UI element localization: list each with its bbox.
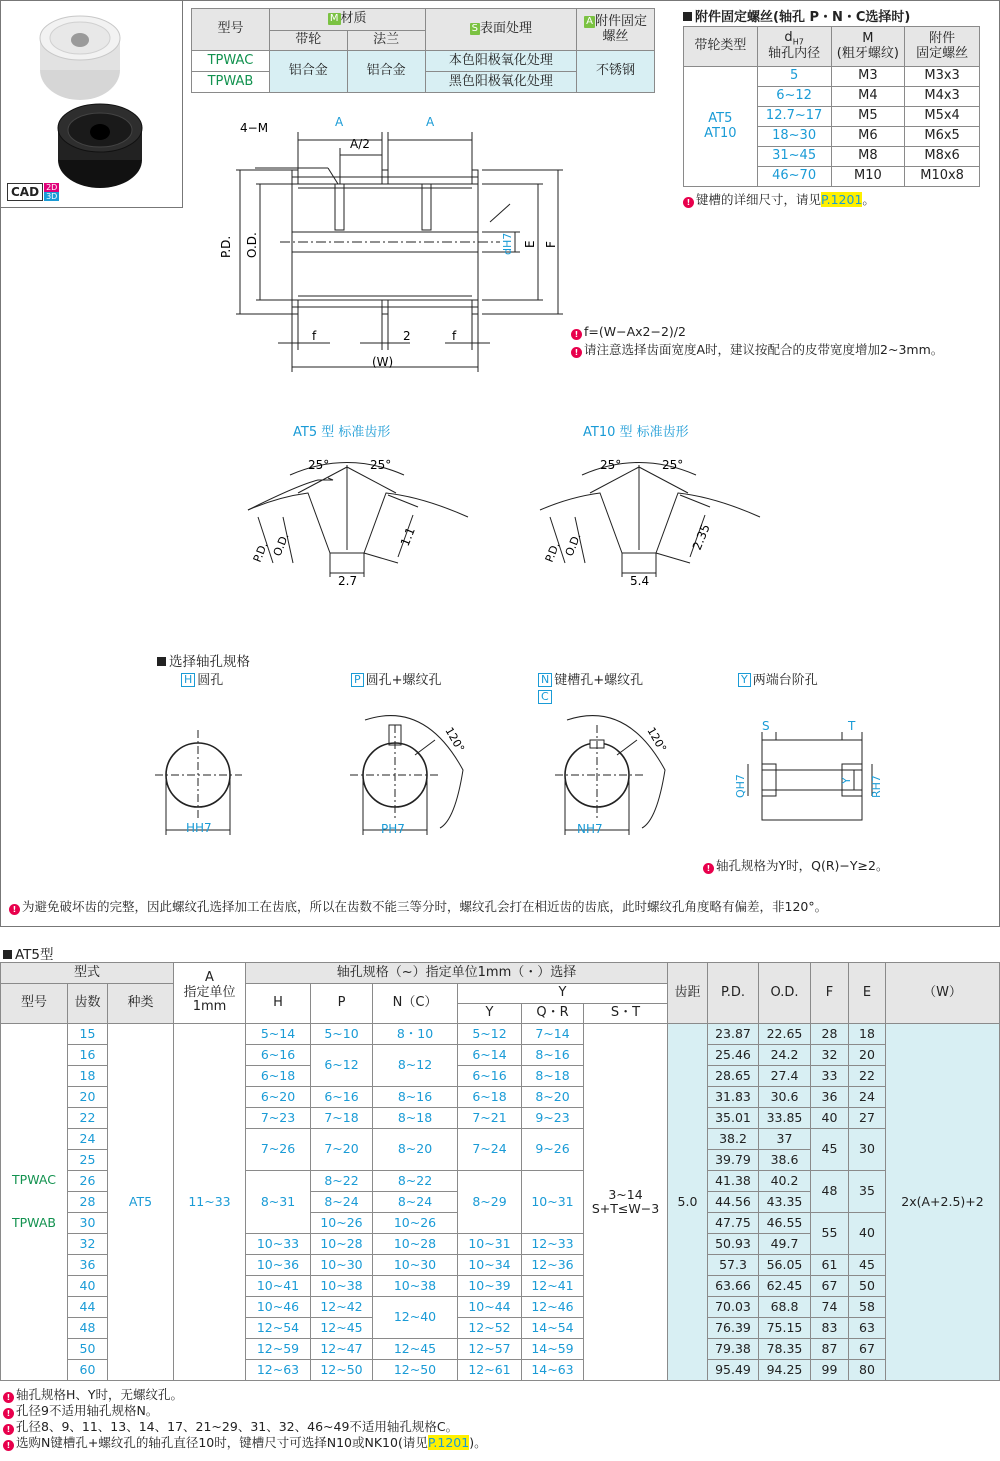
qr-cell: 14~63 [522,1360,584,1381]
e-cell: 24 [849,1087,886,1108]
od-cell: 37 [759,1129,811,1150]
spec-model: TPWAB [192,72,270,93]
qr-cell: 14~54 [522,1318,584,1339]
y-cell: 7~24 [458,1129,522,1171]
angle-right: 25° [370,458,392,472]
spec-accessory: 不锈钢 [577,51,655,93]
qr-cell: 14~59 [522,1339,584,1360]
od-cell: 40.2 [759,1171,811,1192]
pd-cell: 44.56 [708,1192,759,1213]
label-od: O.D. [245,232,259,258]
screw-screw-cell: M3x3 [905,67,980,87]
drawing-note-2: ! 请注意选择齿面宽度A时，建议按配合的皮带宽度增加2~3mm。 [571,342,943,358]
at5-table-title: AT5型 [3,943,54,963]
pd-cell: 79.38 [708,1339,759,1360]
page-link[interactable]: P.1201 [821,192,863,207]
n-cell: 8~20 [373,1129,458,1171]
f-cell: 74 [811,1297,849,1318]
h-cell: 10~33 [246,1234,311,1255]
pulley-images [0,0,183,208]
at5-h-f: F [811,963,849,1024]
black-pulley-image [58,104,142,188]
angle-left: 25° [600,458,622,472]
e-cell: 50 [849,1276,886,1297]
n-cell: 8~24 [373,1192,458,1213]
p-cell: 10~26 [311,1213,373,1234]
at5-h-y: Y [458,984,668,1004]
table-row [1,1024,1000,1045]
pd-cell: 47.75 [708,1213,759,1234]
f-cell: 48 [811,1171,849,1213]
kind-cell: AT5 [108,1024,174,1381]
pitch-cell: 5.0 [668,1024,708,1381]
f-cell: 45 [811,1129,849,1171]
bore-type-p[interactable]: P 圆孔+螺纹孔 [351,669,442,688]
y-cell: 10~44 [458,1297,522,1318]
at5-h-yy: Y [458,1004,522,1024]
screw-type-cell: AT5 AT10 [684,67,758,187]
label-od: O.D. [270,531,292,559]
screw-bore-cell: 6~12 [757,87,831,107]
od-cell: 62.45 [759,1276,811,1297]
screw-screw-cell: M6x5 [905,127,980,147]
f-cell: 61 [811,1255,849,1276]
y-cell: 5~12 [458,1024,522,1045]
spec-model: TPWAC [192,51,270,72]
cad-badge[interactable] [7,183,59,201]
screw-note: ! 键槽的详细尺寸，请见P.1201。 [683,192,875,208]
spec-h-pulley: 带轮 [269,31,347,51]
h-cell: 8~31 [246,1171,311,1234]
pd-cell: 63.66 [708,1276,759,1297]
bore-type-c[interactable]: C [538,690,554,705]
qr-cell: 7~14 [522,1024,584,1045]
a-cell: 11~33 [174,1024,246,1381]
e-cell: 40 [849,1213,886,1255]
drawing-note-1: ! f=(W−Ax2−2)/2 [571,324,686,340]
dim-r: RH7 [870,775,883,798]
screw-m-cell: M6 [831,127,905,147]
bore-section-title: 选择轴孔规格 [157,650,250,670]
dim-n: NH7 [577,822,603,836]
at5-h-w: （W） [886,963,1000,1024]
qr-cell: 12~36 [522,1255,584,1276]
label-f: f [312,329,317,343]
pd-cell: 31.83 [708,1087,759,1108]
dim-p: PH7 [381,822,405,836]
e-cell: 58 [849,1297,886,1318]
angle-120: 120° [644,725,669,755]
p-cell: 12~42 [311,1297,373,1318]
teeth-cell: 48 [68,1318,108,1339]
h-cell: 5~14 [246,1024,311,1045]
n-cell: 12~45 [373,1339,458,1360]
teeth-cell: 44 [68,1297,108,1318]
p-cell: 6~12 [311,1045,373,1087]
at5-h-kind: 种类 [108,984,174,1024]
bore-drawing-h [150,720,250,845]
footnote: ! 选购N键槽孔+螺纹孔的轴孔直径10时，键槽尺寸可选择N10或NK10(请见P.1201)。 [3,1435,487,1451]
pd-cell: 25.46 [708,1045,759,1066]
screw-m-cell: M5 [831,107,905,127]
screw-screw-cell: M10x8 [905,167,980,187]
bore-type-n[interactable]: N 键槽孔+螺纹孔 [538,669,643,688]
bore-drawing-n [555,700,695,845]
h-cell: 10~46 [246,1297,311,1318]
f-cell: 83 [811,1318,849,1339]
teeth-cell: 36 [68,1255,108,1276]
at5-h-pd: P.D. [708,963,759,1024]
at5-h-model: 型号 [1,984,68,1024]
label-od: O.D. [562,531,584,559]
p-cell: 12~45 [311,1318,373,1339]
p-cell: 6~16 [311,1087,373,1108]
p-cell: 5~10 [311,1024,373,1045]
spec-surface: 本色阳极氧化处理 [425,51,577,72]
e-cell: 35 [849,1171,886,1213]
label-w: (W) [372,355,394,369]
h-cell: 7~23 [246,1108,311,1129]
od-cell: 56.05 [759,1255,811,1276]
od-cell: 27.4 [759,1066,811,1087]
teeth-cell: 15 [68,1024,108,1045]
qr-cell: 12~33 [522,1234,584,1255]
dim-h: HH7 [186,821,212,835]
h-cell: 12~59 [246,1339,311,1360]
screw-h-screw: 附件 固定螺丝 [905,27,980,67]
label-a-half: A/2 [350,137,370,151]
od-cell: 33.85 [759,1108,811,1129]
n-cell: 8~12 [373,1045,458,1087]
st-cell: 3~14 S+T≤W−3 [584,1024,668,1381]
teeth-cell: 18 [68,1066,108,1087]
dim-y: Y [840,777,853,784]
f-cell: 32 [811,1045,849,1066]
label-4m: 4−M [240,121,269,135]
spec-h-surface: S 表面处理 [425,9,577,51]
p-cell: 10~30 [311,1255,373,1276]
f-cell: 40 [811,1108,849,1129]
h-cell: 12~54 [246,1318,311,1339]
y-cell: 12~52 [458,1318,522,1339]
label-a: A [335,115,344,129]
od-cell: 24.2 [759,1045,811,1066]
n-cell: 8~22 [373,1171,458,1192]
spec-surface: 黑色阳极氧化处理 [425,72,577,93]
pd-cell: 70.03 [708,1297,759,1318]
pd-cell: 28.65 [708,1066,759,1087]
teeth-cell: 50 [68,1339,108,1360]
e-cell: 30 [849,1129,886,1171]
screw-h-m: M (粗牙螺纹) [831,27,905,67]
h-cell: 6~20 [246,1087,311,1108]
at5-h-qr: Q・R [522,1004,584,1024]
od-cell: 46.55 [759,1213,811,1234]
at5-h-teeth: 齿数 [68,984,108,1024]
screw-m-cell: M4 [831,87,905,107]
label-pd: P.D. [250,540,271,565]
teeth-cell: 25 [68,1150,108,1171]
thread-note: ! 为避免破坏齿的完整，因此螺纹孔选择加工在齿底，所以在齿数不能三等分时，螺纹孔会打在相近齿的齿底，此时螺纹孔角度略有偏差，非120°。 [9,899,827,915]
p-cell: 7~18 [311,1108,373,1129]
f-cell: 33 [811,1066,849,1087]
f-cell: 99 [811,1360,849,1381]
od-cell: 43.35 [759,1192,811,1213]
spec-h-material: M 材质 [269,9,425,31]
footnotes [3,1387,487,1451]
n-cell: 8~16 [373,1087,458,1108]
tooth-profile-at5 [238,445,478,595]
e-cell: 45 [849,1255,886,1276]
h-cell: 6~18 [246,1066,311,1087]
teeth-cell: 16 [68,1045,108,1066]
qr-cell: 12~46 [522,1297,584,1318]
e-cell: 67 [849,1339,886,1360]
spec-flange-material: 铝合金 [347,51,425,93]
y-cell: 12~57 [458,1339,522,1360]
h-cell: 7~26 [246,1129,311,1171]
product-image-box [0,0,183,208]
tooth-depth: 2.35 [689,522,713,553]
n-cell: 12~40 [373,1297,458,1339]
bore-type-h[interactable]: H 圆孔 [181,669,223,688]
teeth-cell: 20 [68,1087,108,1108]
cad-label: CAD [7,183,43,201]
p-cell: 12~47 [311,1339,373,1360]
label-e: E [523,240,537,248]
f-cell: 55 [811,1213,849,1255]
label-2: 2 [403,329,411,343]
w-cell: 2x(A+2.5)+2 [886,1024,1000,1381]
y-cell: 10~31 [458,1234,522,1255]
f-cell: 36 [811,1087,849,1108]
p-cell: 10~28 [311,1234,373,1255]
label-f-big: F [544,241,558,248]
qr-cell: 8~18 [522,1066,584,1087]
screw-bore-cell: 18~30 [757,127,831,147]
p-cell: 10~38 [311,1276,373,1297]
label-a: A [426,115,435,129]
pulley-dimension-drawing [200,110,580,375]
at5-h-ncol: N（C） [373,984,458,1024]
od-cell: 78.35 [759,1339,811,1360]
od-cell: 49.7 [759,1234,811,1255]
f-cell: 28 [811,1024,849,1045]
od-cell: 94.25 [759,1360,811,1381]
od-cell: 75.15 [759,1318,811,1339]
label-f: f [452,329,457,343]
screw-m-cell: M3 [831,67,905,87]
qr-cell: 8~20 [522,1087,584,1108]
at5-h-hcol: H [246,984,311,1024]
spec-h-flange: 法兰 [347,31,425,51]
y-cell: 10~34 [458,1255,522,1276]
p-cell: 8~22 [311,1171,373,1192]
model-cell: TPWAC TPWAB [1,1024,68,1381]
at5-h-pitch: 齿距 [668,963,708,1024]
pd-cell: 76.39 [708,1318,759,1339]
pd-cell: 95.49 [708,1360,759,1381]
dim-t: T [848,720,856,733]
pd-cell: 35.01 [708,1108,759,1129]
at5-h-pcol: P [311,984,373,1024]
y-cell: 8~29 [458,1171,522,1234]
od-cell: 38.6 [759,1150,811,1171]
dim-s: S [762,720,770,733]
e-cell: 27 [849,1108,886,1129]
screw-bore-cell: 12.7~17 [757,107,831,127]
dim-q: QH7 [734,774,747,798]
pd-cell: 38.2 [708,1129,759,1150]
cad-3d-tag: 3D [46,192,58,201]
footnote: ! 轴孔规格H、Y时，无螺纹孔。 [3,1387,487,1403]
e-cell: 22 [849,1066,886,1087]
pd-cell: 57.3 [708,1255,759,1276]
teeth-cell: 24 [68,1129,108,1150]
at5-h-od: O.D. [759,963,811,1024]
p-cell: 12~50 [311,1360,373,1381]
teeth-cell: 30 [68,1213,108,1234]
screw-bore-cell: 31~45 [757,147,831,167]
at5-h-a: A 指定单位 1mm [174,963,246,1024]
spec-h-accessory: A 附件固定螺丝 [577,9,655,51]
teeth-cell: 26 [68,1171,108,1192]
pd-cell: 50.93 [708,1234,759,1255]
pd-cell: 39.79 [708,1150,759,1171]
angle-left: 25° [308,458,330,472]
h-cell: 12~63 [246,1360,311,1381]
screw-bore-cell: 46~70 [757,167,831,187]
pd-cell: 41.38 [708,1171,759,1192]
tooth-profile-title-at5: AT5 型 标准齿形 [293,425,391,440]
label-pd: P.D. [219,235,233,258]
teeth-cell: 22 [68,1108,108,1129]
qr-cell: 10~31 [522,1171,584,1234]
footnote: ! 孔径8、9、11、13、14、17、21~29、31、32、46~49不适用轴孔规格C。 [3,1419,487,1435]
h-cell: 6~16 [246,1045,311,1066]
teeth-cell: 60 [68,1360,108,1381]
screw-table-title: 附件固定螺丝(轴孔 P・N・C选择时) [683,6,910,25]
screw-bore-cell: 5 [757,67,831,87]
od-cell: 22.65 [759,1024,811,1045]
teeth-cell: 32 [68,1234,108,1255]
y-cell: 6~18 [458,1087,522,1108]
cad-2d-tag: 2D [46,183,58,192]
n-cell: 12~50 [373,1360,458,1381]
angle-right: 25° [662,458,684,472]
h-cell: 10~36 [246,1255,311,1276]
n-cell: 8~18 [373,1108,458,1129]
screw-screw-cell: M4x3 [905,87,980,107]
at5-h-bore: 轴孔规格（~）指定单位1mm（・）选择 [246,963,668,984]
n-cell: 10~30 [373,1255,458,1276]
screw-screw-cell: M8x6 [905,147,980,167]
tooth-profile-at10 [530,445,770,595]
page-link[interactable]: P.1201 [427,1435,470,1450]
screw-table [683,26,980,187]
screw-table-row [684,67,980,87]
tooth-width: 2.7 [338,574,358,588]
qr-cell: 9~23 [522,1108,584,1129]
y-cell: 10~39 [458,1276,522,1297]
teeth-cell: 40 [68,1276,108,1297]
p-cell: 8~24 [311,1192,373,1213]
bore-drawing-y [730,720,890,830]
white-pulley-image [40,16,120,100]
angle-120: 120° [442,725,467,755]
spec-pulley-material: 铝合金 [269,51,347,93]
e-cell: 18 [849,1024,886,1045]
f-cell: 67 [811,1276,849,1297]
bore-drawing-p [345,700,485,845]
y-cell: 6~14 [458,1045,522,1066]
tooth-width: 5.4 [630,574,650,588]
label-pd: P.D. [542,540,563,565]
y-cell: 6~16 [458,1066,522,1087]
n-cell: 10~28 [373,1234,458,1255]
qr-cell: 8~16 [522,1045,584,1066]
at5-h-st: S・T [584,1004,668,1024]
tooth-depth: 1.1 [397,525,418,549]
od-cell: 30.6 [759,1087,811,1108]
screw-h-type: 带轮类型 [684,27,758,67]
at5-table [0,962,1000,1381]
n-cell: 10~38 [373,1276,458,1297]
footnote: ! 孔径9不适用轴孔规格N。 [3,1403,487,1419]
e-cell: 80 [849,1360,886,1381]
screw-screw-cell: M5x4 [905,107,980,127]
qr-cell: 9~26 [522,1129,584,1171]
bore-type-y[interactable]: Y 两端台阶孔 [738,669,818,688]
pd-cell: 23.87 [708,1024,759,1045]
e-cell: 63 [849,1318,886,1339]
f-cell: 87 [811,1339,849,1360]
label-dh7: dH7 [501,232,514,255]
p-cell: 7~20 [311,1129,373,1171]
n-cell: 8・10 [373,1024,458,1045]
spec-h-model: 型号 [192,9,270,51]
screw-m-cell: M10 [831,167,905,187]
teeth-cell: 28 [68,1192,108,1213]
spec-table [191,8,655,93]
qr-cell: 12~41 [522,1276,584,1297]
h-cell: 10~41 [246,1276,311,1297]
y-cell: 12~61 [458,1360,522,1381]
tooth-profile-title-at10: AT10 型 标准齿形 [583,425,689,440]
e-cell: 20 [849,1045,886,1066]
od-cell: 68.8 [759,1297,811,1318]
bore-note-y: ! 轴孔规格为Y时，Q(R)−Y≥2。 [703,858,888,874]
at5-h-e: E [849,963,886,1024]
y-cell: 7~21 [458,1108,522,1129]
screw-m-cell: M8 [831,147,905,167]
n-cell: 10~26 [373,1213,458,1234]
screw-h-bore: $d_{H7}$ 轴孔内径 [757,27,831,67]
at5-h-form: 型式 [1,963,174,984]
